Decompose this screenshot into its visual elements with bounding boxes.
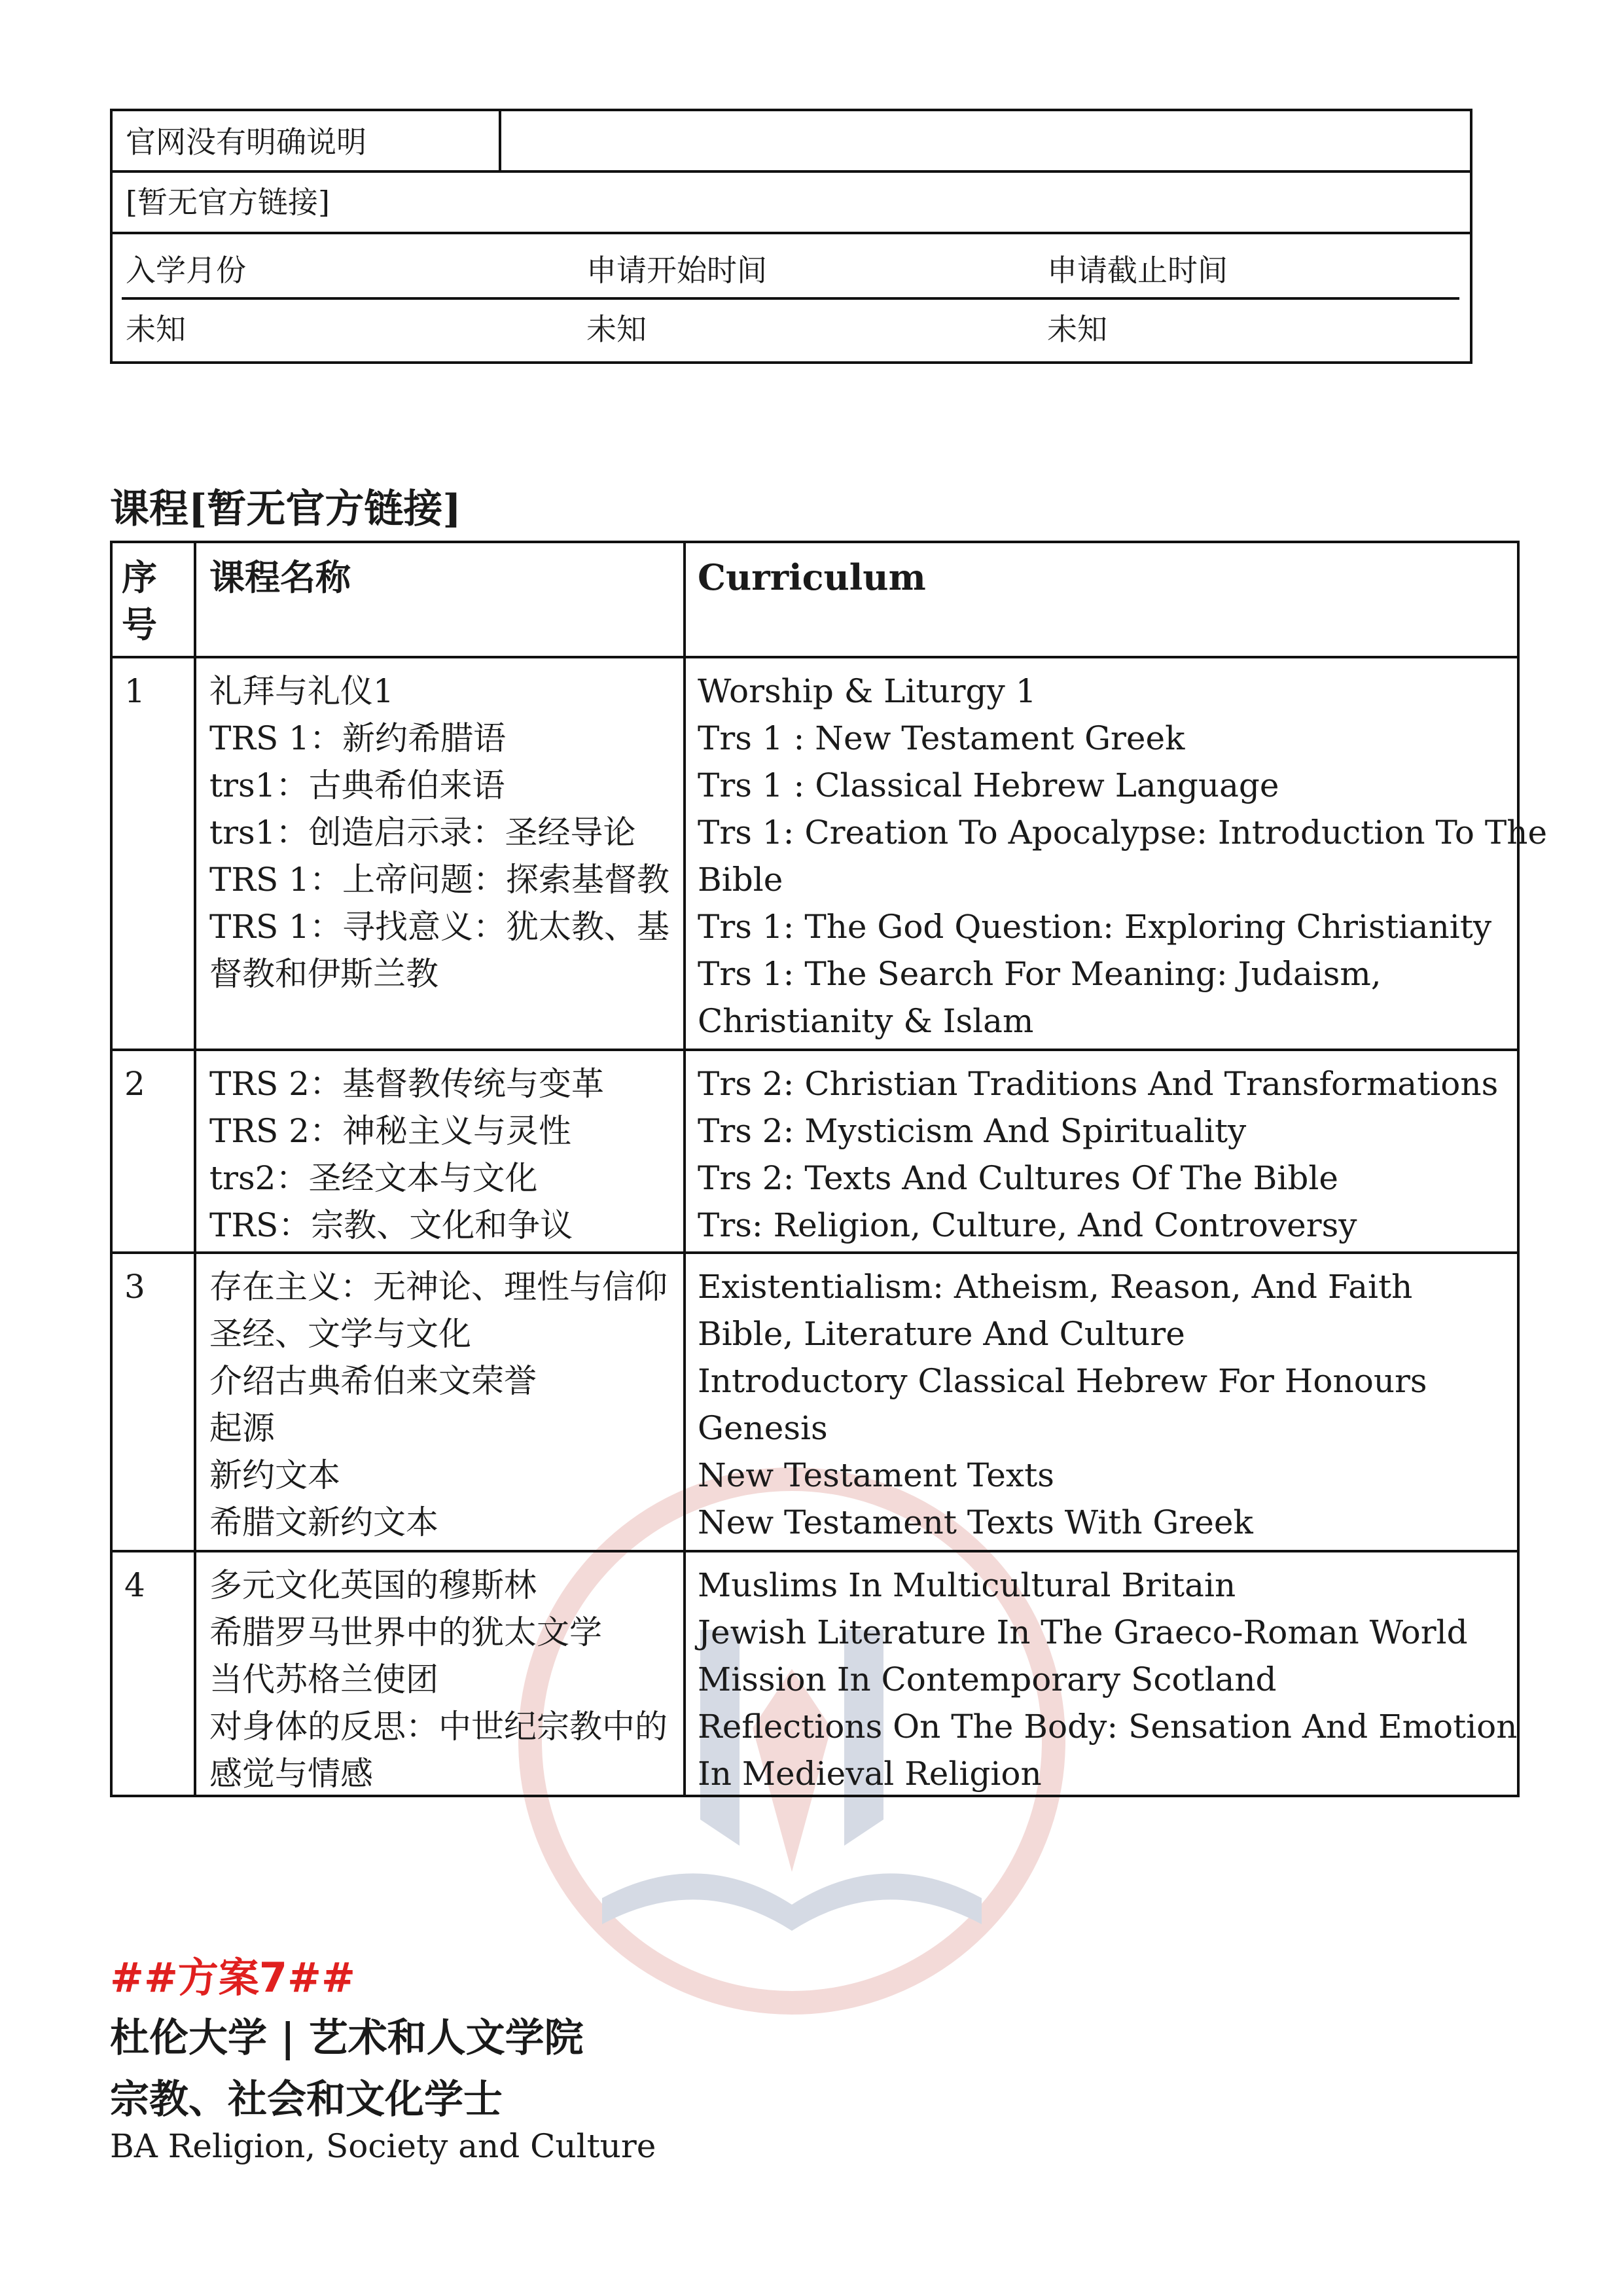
curriculum-item: Trs 1 : New Testament Greek: [698, 719, 1185, 757]
row-divider: [113, 656, 1517, 658]
courses-section-title: 课程[暂无官方链接]: [110, 486, 461, 532]
row-divider: [113, 1550, 1517, 1552]
course-name: TRS 1：新约希腊语: [209, 719, 506, 757]
admission-info-table: [110, 109, 1472, 364]
curriculum-item: Worship & Liturgy 1: [698, 672, 1037, 710]
course-names-cn: [209, 1060, 604, 1249]
course-name: 督教和伊斯兰教: [209, 955, 438, 993]
course-name: trs1：古典希伯来语: [209, 766, 505, 804]
curriculum-item: Bible: [698, 861, 783, 899]
header-curriculum: Curriculum: [698, 556, 926, 598]
course-name: 存在主义：无神论、理性与信仰: [209, 1268, 668, 1306]
header-index: 序 号: [122, 556, 157, 645]
course-name: trs2：圣经文本与文化: [209, 1159, 538, 1197]
university-faculty-heading: 杜伦大学 | 艺术和人文学院: [110, 2015, 584, 2061]
course-name: 希腊文新约文本: [209, 1503, 438, 1541]
course-name: TRS 2：神秘主义与灵性: [209, 1112, 571, 1150]
row-index: 3: [124, 1268, 145, 1306]
course-names-cn: [209, 668, 669, 997]
curriculum-item: Mission In Contemporary Scotland: [698, 1660, 1277, 1698]
row-index: 1: [124, 672, 145, 710]
course-name: TRS 2：基督教传统与变革: [209, 1065, 604, 1103]
curriculum-item: Trs 2: Christian Traditions And Transformations: [698, 1065, 1499, 1103]
curriculum-item: Trs 1: The God Question: Exploring Christianity: [698, 908, 1492, 946]
column-divider: [683, 543, 686, 1795]
curriculum-item: Trs: Religion, Culture, And Controversy: [698, 1206, 1357, 1244]
course-name: 起源: [209, 1409, 275, 1447]
row-divider: [113, 1049, 1517, 1051]
plan-tag: ##方案7##: [110, 1954, 355, 2001]
course-name: 新约文本: [209, 1456, 340, 1494]
course-names-en: [698, 1562, 1518, 1797]
curriculum-item: Muslims In Multicultural Britain: [698, 1566, 1236, 1604]
value-intake-month: 未知: [126, 312, 186, 347]
curriculum-item: New Testament Texts: [698, 1456, 1054, 1494]
row-index: 2: [124, 1065, 145, 1103]
curriculum-item: Reflections On The Body: Sensation And Emotion: [698, 1708, 1518, 1746]
curriculum-item: New Testament Texts With Greek: [698, 1503, 1253, 1541]
curriculum-item: Trs 1: The Search For Meaning: Judaism,: [698, 955, 1382, 993]
header-intake-month: 入学月份: [126, 253, 246, 288]
course-names-cn: [209, 1562, 668, 1797]
info-row-description: [113, 111, 1470, 173]
value-application-start: 未知: [586, 312, 647, 347]
course-name: TRS：宗教、文化和争议: [209, 1206, 573, 1244]
course-names-en: [698, 668, 1547, 1045]
value-application-deadline: 未知: [1047, 312, 1107, 347]
curriculum-item: Christianity & Islam: [698, 1002, 1034, 1040]
dates-divider: [122, 297, 1459, 300]
curriculum-item: Introductory Classical Hebrew For Honours: [698, 1362, 1427, 1400]
course-name: 感觉与情感: [209, 1755, 373, 1793]
course-name: 礼拜与礼仪1: [209, 672, 394, 710]
curriculum-item: Trs 1 : Classical Hebrew Language: [698, 766, 1279, 804]
course-name: trs1：创造启示录：圣经导论: [209, 814, 636, 852]
course-table: [110, 541, 1548, 1797]
row-index: 4: [124, 1566, 145, 1604]
course-name: 多元文化英国的穆斯林: [209, 1566, 537, 1604]
course-names-en: [698, 1263, 1427, 1546]
header-application-start: 申请开始时间: [586, 253, 767, 288]
degree-title-cn: 宗教、社会和文化学士: [110, 2077, 503, 2123]
curriculum-item: Trs 1: Creation To Apocalypse: Introduction To The: [698, 814, 1548, 852]
course-name: 介绍古典希伯来文荣誉: [209, 1362, 537, 1400]
course-name: 当代苏格兰使团: [209, 1660, 438, 1698]
course-name: 希腊罗马世界中的犹太文学: [209, 1613, 602, 1651]
curriculum-item: Trs 2: Mysticism And Spirituality: [698, 1112, 1247, 1150]
course-names-en: [698, 1060, 1498, 1249]
curriculum-item: Bible, Literature And Culture: [698, 1315, 1185, 1353]
course-name: TRS 1：上帝问题：探索基督教: [209, 861, 669, 899]
course-name: 对身体的反思：中世纪宗教中的: [209, 1708, 668, 1746]
course-name: TRS 1：寻找意义：犹太教、基: [209, 908, 669, 946]
header-application-deadline: 申请截止时间: [1047, 253, 1228, 288]
curriculum-item: Jewish Literature In The Graeco-Roman World: [698, 1613, 1468, 1651]
curriculum-item: Trs 2: Texts And Cultures Of The Bible: [698, 1159, 1339, 1197]
course-name: 圣经、文学与文化: [209, 1315, 471, 1353]
info-row-link: [113, 173, 1470, 234]
curriculum-item: Existentialism: Atheism, Reason, And Faith: [698, 1268, 1413, 1306]
official-link-note: [暂无官方链接]: [126, 185, 330, 220]
course-names-cn: [209, 1263, 668, 1546]
info-cell-description: [113, 111, 501, 170]
row-divider: [113, 1251, 1517, 1254]
degree-title-en: BA Religion, Society and Culture: [110, 2127, 656, 2165]
curriculum-item: Genesis: [698, 1409, 828, 1447]
column-divider: [194, 543, 196, 1795]
description-text: 官网没有明确说明: [126, 124, 366, 160]
curriculum-item: In Medieval Religion: [698, 1755, 1042, 1793]
header-course-name: 课程名称: [209, 556, 351, 598]
